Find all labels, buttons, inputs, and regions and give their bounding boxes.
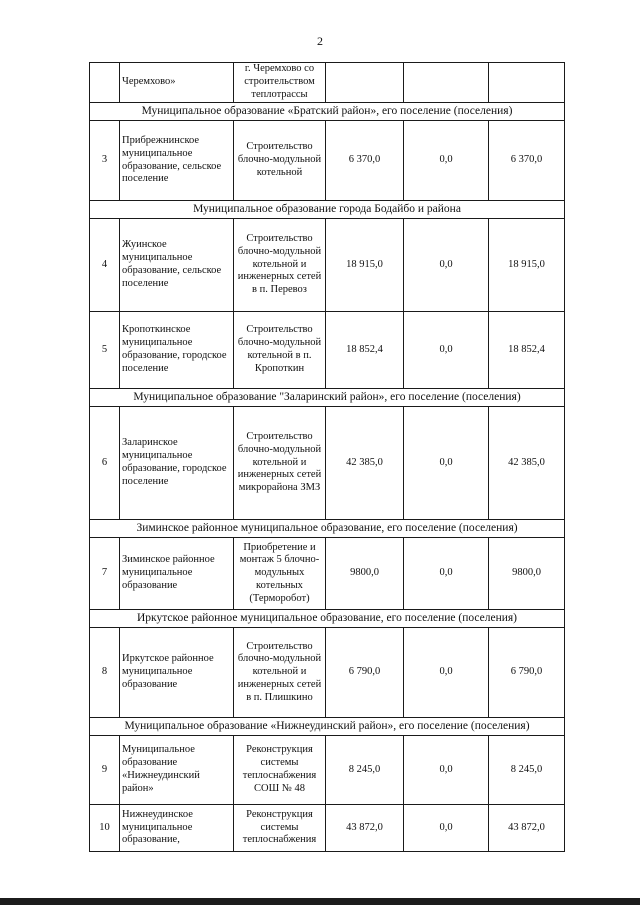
amount-local-cell: 0,0	[404, 407, 489, 520]
amount-local-cell: 0,0	[404, 805, 489, 852]
row-number-cell	[90, 63, 120, 103]
section-row	[90, 610, 565, 628]
amount-local-cell: 0,0	[404, 121, 489, 201]
table-row	[90, 736, 565, 805]
section-row	[90, 718, 565, 736]
municipality-cell: Кропоткинское муниципальное образование, городское поселение	[120, 312, 234, 389]
amount-total-cell: 6 370,0	[326, 121, 404, 201]
section-title: Муниципальное образование «Братский район», его поселение (поселения)	[90, 103, 565, 121]
municipality-cell: Нижнеудинское муниципальное образование,	[120, 805, 234, 852]
project-cell: Строительство блочно-модульной котельной в п. Кропоткин	[234, 312, 326, 389]
section-title: Муниципальное образование города Бодайбо и района	[90, 201, 565, 219]
row-number-cell: 8	[90, 628, 120, 718]
amount-regional-cell	[489, 63, 565, 103]
amount-total-cell	[326, 63, 404, 103]
section-row	[90, 389, 565, 407]
amount-total-cell: 8 245,0	[326, 736, 404, 805]
amount-regional-cell: 6 790,0	[489, 628, 565, 718]
project-cell: Реконструкция системы теплоснабжения СОШ № 48	[234, 736, 326, 805]
amount-regional-cell: 18 852,4	[489, 312, 565, 389]
row-number-cell: 7	[90, 538, 120, 610]
amount-regional-cell: 43 872,0	[489, 805, 565, 852]
table-row	[90, 312, 565, 389]
project-cell: Приобретение и монтаж 5 блочно-модульных котельных (Терморобот)	[234, 538, 326, 610]
row-number-cell: 6	[90, 407, 120, 520]
amount-regional-cell: 42 385,0	[489, 407, 565, 520]
table-row	[90, 628, 565, 718]
row-number-cell: 5	[90, 312, 120, 389]
municipality-cell: Черемхово»	[120, 63, 234, 103]
amount-local-cell: 0,0	[404, 538, 489, 610]
amount-local-cell: 0,0	[404, 736, 489, 805]
amount-total-cell: 6 790,0	[326, 628, 404, 718]
municipality-cell: Муниципальное образование «Нижнеудинский район»	[120, 736, 234, 805]
section-title: Зиминское районное муниципальное образование, его поселение (поселения)	[90, 520, 565, 538]
section-row	[90, 103, 565, 121]
table-row	[90, 121, 565, 201]
budget-table	[89, 62, 565, 852]
amount-regional-cell: 9800,0	[489, 538, 565, 610]
municipality-cell: Жуинское муниципальное образование, сельское поселение	[120, 219, 234, 312]
row-number-cell: 10	[90, 805, 120, 852]
amount-local-cell: 0,0	[404, 312, 489, 389]
municipality-cell: Заларинское муниципальное образование, городское поселение	[120, 407, 234, 520]
municipality-cell: Иркутское районное муниципальное образование	[120, 628, 234, 718]
project-cell: Строительство блочно-модульной котельной и инженерных сетей в п. Плишкино	[234, 628, 326, 718]
table-row	[90, 407, 565, 520]
amount-local-cell: 0,0	[404, 628, 489, 718]
project-cell: г. Черемхово со строительством теплотрассы	[234, 63, 326, 103]
municipality-cell: Зиминское районное муниципальное образование	[120, 538, 234, 610]
row-number-cell: 9	[90, 736, 120, 805]
scan-edge	[0, 898, 640, 905]
row-number-cell: 4	[90, 219, 120, 312]
section-title: Муниципальное образование "Заларинский район», его поселение (поселения)	[90, 389, 565, 407]
table-row	[90, 805, 565, 852]
amount-total-cell: 42 385,0	[326, 407, 404, 520]
project-cell: Строительство блочно-модульной котельной и инженерных сетей микрорайона ЗМЗ	[234, 407, 326, 520]
table-row	[90, 538, 565, 610]
amount-total-cell: 43 872,0	[326, 805, 404, 852]
section-row	[90, 520, 565, 538]
table-row	[90, 63, 565, 103]
row-number-cell: 3	[90, 121, 120, 201]
amount-total-cell: 18 852,4	[326, 312, 404, 389]
project-cell: Строительство блочно-модульной котельной и инженерных сетей в п. Перевоз	[234, 219, 326, 312]
amount-total-cell: 9800,0	[326, 538, 404, 610]
amount-regional-cell: 6 370,0	[489, 121, 565, 201]
amount-local-cell	[404, 63, 489, 103]
amount-local-cell: 0,0	[404, 219, 489, 312]
section-title: Муниципальное образование «Нижнеудинский район», его поселение (поселения)	[90, 718, 565, 736]
amount-total-cell: 18 915,0	[326, 219, 404, 312]
section-row	[90, 201, 565, 219]
section-title: Иркутское районное муниципальное образование, его поселение (поселения)	[90, 610, 565, 628]
table-row	[90, 219, 565, 312]
amount-regional-cell: 8 245,0	[489, 736, 565, 805]
municipality-cell: Прибрежнинское муниципальное образование, сельское поселение	[120, 121, 234, 201]
project-cell: Реконструкция системы теплоснабжения	[234, 805, 326, 852]
project-cell: Строительство блочно-модульной котельной	[234, 121, 326, 201]
page-number: 2	[317, 34, 323, 48]
amount-regional-cell: 18 915,0	[489, 219, 565, 312]
